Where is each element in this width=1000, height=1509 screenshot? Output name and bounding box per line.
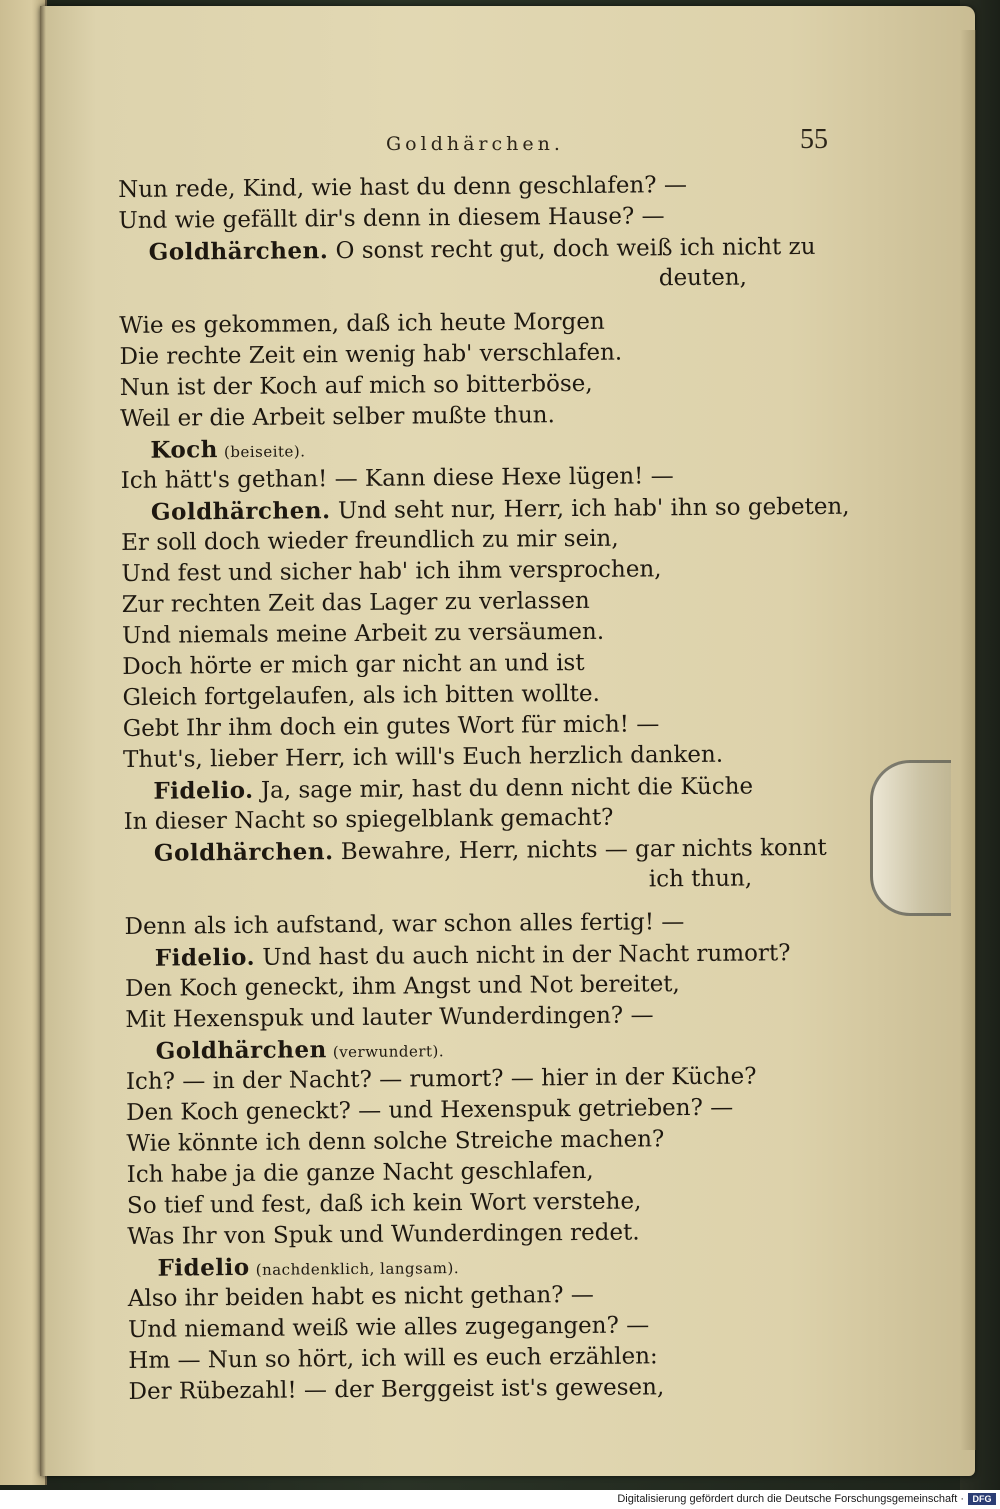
verse-line: Ich habe ja die ganze Nacht geschlafen, — [126, 1157, 594, 1188]
speaker-name: Goldhärchen — [155, 1036, 327, 1065]
speech-text: Bewahre, Herr, nichts — gar nichts konnt — [340, 834, 827, 866]
verse-line: Hm — Nun so hört, ich will es euch erzählen: — [128, 1343, 658, 1374]
stage-direction: (verwundert). — [332, 1042, 445, 1062]
verse-line: Den Koch geneckt, ihm Angst und Not bereitet, — [124, 971, 680, 1002]
speech-text: Ja, sage mir, hast du denn nicht die Küche — [260, 773, 754, 804]
verse-line: Nun ist der Koch auf mich so bitterböse, — [119, 370, 593, 401]
speaker-name: Fidelio — [157, 1253, 250, 1282]
verse-line: Er soll doch wieder freundlich zu mir sein, — [121, 525, 619, 556]
speaker-line — [124, 832, 864, 869]
verse-line: Die rechte Zeit ein wenig hab' verschlafen. — [119, 339, 623, 370]
verse-line: Thut's, lieber Herr, ich will's Euch herzlich danken. — [122, 741, 724, 773]
speech-text: Und hast du auch nicht in der Nacht rumort? — [262, 940, 791, 971]
speaker-name: Goldhärchen. — [148, 237, 329, 266]
verse-line: Zur rechten Zeit das Lager zu verlassen — [121, 587, 590, 618]
verse-line: Wie es gekommen, daß ich heute Morgen — [119, 308, 605, 339]
page-number: 55 — [800, 124, 828, 155]
speaker-line — [121, 491, 861, 528]
verse-line: Gebt Ihr ihm doch ein gutes Wort für mich! — — [122, 711, 660, 742]
turnover-line: ich thun, — [648, 865, 753, 893]
verse-line: Und niemand weiß wie alles zugegangen? — — [127, 1312, 650, 1343]
verse-line: Der Rübezahl! — der Berggeist ist's gewesen, — [128, 1374, 665, 1405]
speaker-name: Fidelio. — [154, 943, 256, 972]
verse-line: So tief und fest, daß ich kein Wort verstehe, — [126, 1188, 642, 1219]
verse-line: Nun rede, Kind, wie hast du denn geschlafen? — — [118, 172, 688, 203]
verse-line: Und fest und sicher hab' ich ihm versprochen, — [121, 556, 662, 587]
speaker-name: Koch — [150, 436, 219, 464]
page-gutter — [40, 6, 46, 1476]
stage-direction: (beiseite). — [223, 442, 306, 462]
speech-text: O sonst recht gut, doch weiß ich nicht zu — [335, 233, 816, 265]
verse-line: Doch hörte er mich gar nicht an und ist — [122, 649, 585, 680]
verse-line: Gleich fortgelaufen, als ich bitten wollte. — [122, 680, 601, 711]
running-title: Goldhärchen. — [386, 133, 564, 155]
verse-line: In dieser Nacht so spiegelblank gemacht? — [123, 804, 614, 835]
verse-line: Also ihr beiden habt es nicht gethan? — — [127, 1281, 594, 1312]
dfg-logo: DFG — [968, 1493, 996, 1505]
turnover-line: deuten, — [658, 264, 748, 292]
page-clip — [870, 760, 951, 916]
verse-line: Und wie gefällt dir's denn in diesem Hause? — — [118, 203, 665, 234]
verse-text-block — [118, 169, 869, 1408]
verse-line: Mit Hexenspuk und lauter Wunderdingen? — — [125, 1002, 654, 1033]
verse-line: Ich hätt's gethan! — Kann diese Hexe lügen! — — [120, 463, 674, 494]
speaker-line — [125, 937, 865, 974]
page-right-edge — [960, 30, 976, 1450]
verse-line: Weil er die Arbeit selber mußte thun. — [120, 402, 555, 432]
speaker-name: Goldhärchen. — [153, 838, 334, 867]
speaker-name: Goldhärchen. — [150, 497, 331, 526]
verse-line: Ich? — in der Nacht? — rumort? — hier in der Küche? — [125, 1063, 757, 1095]
verse-line: Denn als ich aufstand, war schon alles fertig! — — [124, 909, 685, 940]
speaker-line — [119, 231, 859, 268]
speech-text: Und seht nur, Herr, ich hab' ihn so gebeten, — [337, 493, 850, 525]
verse-line: Was Ihr von Spuk und Wunderdingen redet. — [127, 1219, 640, 1250]
verse-line: Wie könnte ich denn solche Streiche machen? — [126, 1126, 665, 1157]
speaker-line — [123, 770, 863, 807]
digitization-credit: Digitalisierung gefördert durch die Deutsche Forschungsgemeinschaft · — [617, 1493, 964, 1505]
speaker-name: Fidelio. — [153, 776, 254, 805]
verse-line: Und niemals meine Arbeit zu versäumen. — [121, 618, 605, 649]
stage-direction: (nachdenklich, langsam). — [255, 1259, 460, 1279]
verse-line: Den Koch geneckt? — und Hexenspuk getrieben? — — [126, 1094, 734, 1126]
